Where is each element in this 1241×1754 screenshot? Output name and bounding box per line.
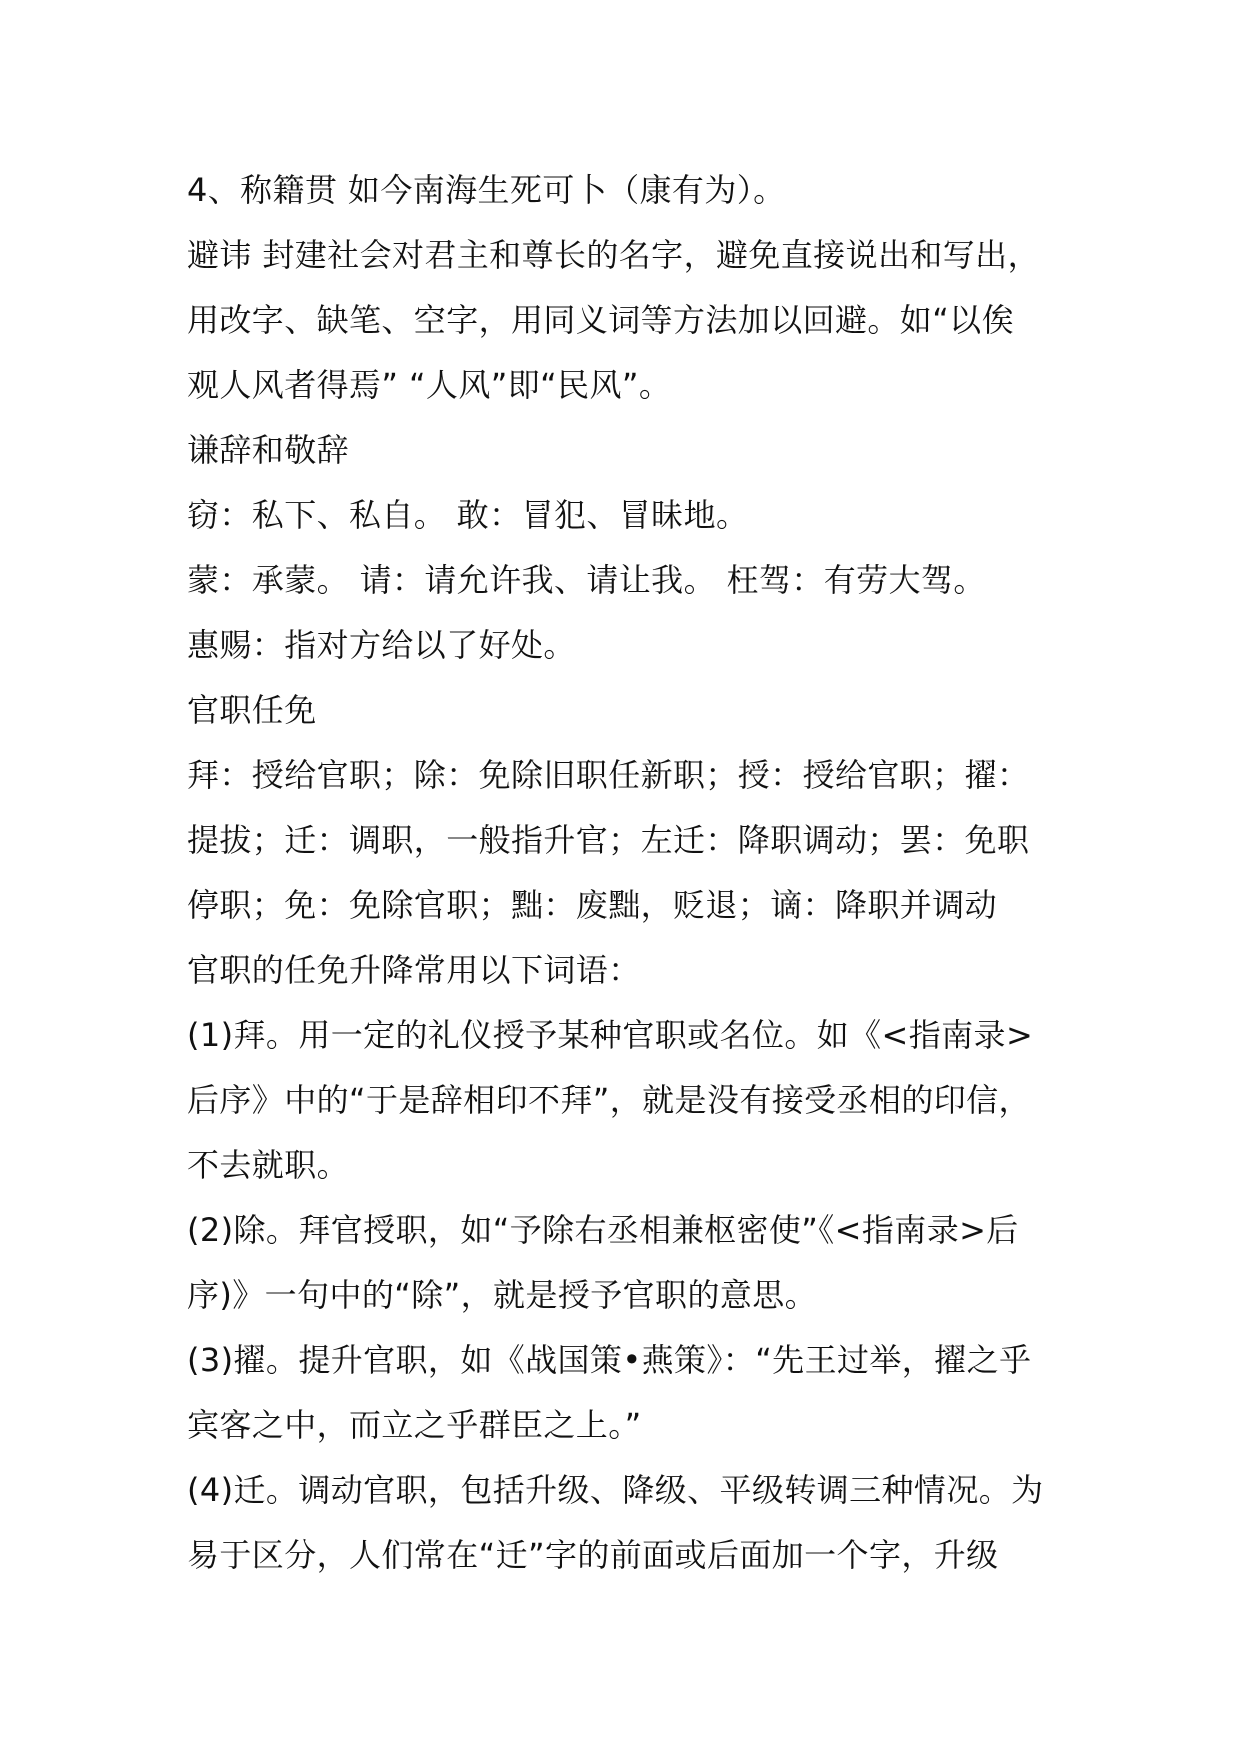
text-line-4: 观人风者得焉” “人风”即“民风”。 <box>187 366 672 404</box>
text-line-21: (4)迁。调动官职，包括升级、降级、平级转调三种情况。为 <box>187 1471 1044 1509</box>
text-line-20: 宾客之中，而立之乎群臣之上。” <box>187 1406 642 1444</box>
text-line-6: 窃：私下、私自。 敢：冒犯、冒昧地。 <box>187 496 749 534</box>
text-line-12: 停职；免：免除官职；黜：废黜，贬退；谪：降职并调动 <box>187 886 998 924</box>
text-line-2: 避讳 封建社会对君主和尊长的名字，避免直接说出和写出， <box>187 236 1040 274</box>
text-line-16: 不去就职。 <box>187 1146 350 1184</box>
text-line-19: (3)擢。提升官职，如《战国策•燕策》：“先王过举，擢之乎 <box>187 1341 1032 1379</box>
text-line-10: 拜：授给官职；除：免除旧职任新职；授：授给官职；擢： <box>187 756 1030 794</box>
text-line-8: 惠赐：指对方给以了好处。 <box>187 626 576 664</box>
text-line-7: 蒙：承蒙。 请：请允许我、请让我。 枉驾：有劳大驾。 <box>187 561 986 599</box>
section-heading-humble-honorific: 谦辞和敬辞 <box>187 431 350 469</box>
text-line-18: 序)》一句中的“除”，就是授予官职的意思。 <box>187 1276 818 1314</box>
text-line-17: (2)除。拜官授职，如“予除右丞相兼枢密使”《<指南录>后 <box>187 1211 1019 1249</box>
text-line-3: 用改字、缺笔、空字，用同义词等方法加以回避。如“以俟 <box>187 301 1014 339</box>
text-line-13: 官职的任免升降常用以下词语： <box>187 951 641 989</box>
text-line-11: 提拔；迁：调职，一般指升官；左迁：降职调动；罢：免职 <box>187 821 1030 859</box>
section-heading-official-appointment: 官职任免 <box>187 691 317 729</box>
text-line-15: 后序》中的“于是辞相印不拜”，就是没有接受丞相的印信， <box>187 1081 1031 1119</box>
text-line-22: 易于区分，人们常在“迁”字的前面或后面加一个字，升级 <box>187 1536 999 1574</box>
text-line-1: 4、称籍贯 如今南海生死可卜（康有为）。 <box>187 171 786 209</box>
body-text <box>187 158 1067 1588</box>
text-line-14: (1)拜。用一定的礼仪授予某种官职或名位。如《<指南录> <box>187 1016 1034 1054</box>
